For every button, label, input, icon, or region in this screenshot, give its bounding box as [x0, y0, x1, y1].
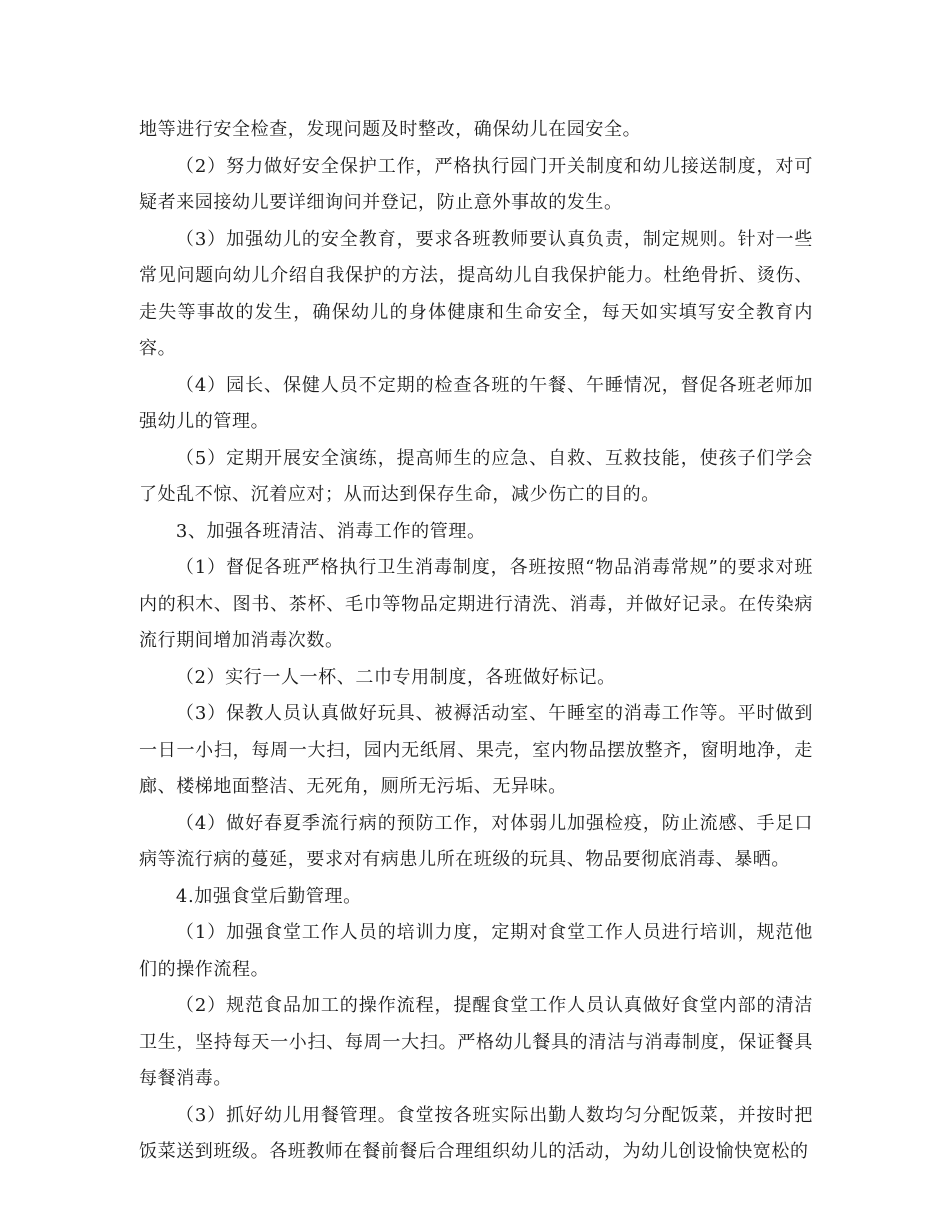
paragraph: （2）规范食品加工的操作流程，提醒食堂工作人员认真做好食堂内部的清洁卫生，坚持每天一小扫、每周一大扫。严格幼儿餐具的清洁与消毒制度，保证餐具每餐消毒。: [139, 995, 813, 1089]
paragraph: （4）做好春夏季流行病的预防工作，对体弱儿加强检疫，防止流感、手足口病等流行病的蔓延，要求对有病患儿所在班级的玩具、物品要彻底消毒、暴晒。: [139, 812, 813, 870]
paragraph: （2）实行一人一杯、二巾专用制度，各班做好标记。: [175, 666, 616, 688]
section-heading: 3、加强各班清洁、消毒工作的管理。: [175, 520, 486, 542]
paragraph: （3）抓好幼儿用餐管理。食堂按各班实际出勤人数均匀分配饭菜，并按时把饭菜送到班级。各班教师在餐前餐后合理组织幼儿的活动，为幼儿创设愉快宽松的: [139, 1104, 813, 1162]
document-page: [139, 112, 813, 1171]
paragraph: （2）努力做好安全保护工作，严格执行园门开关制度和幼儿接送制度，对可疑者来园接幼儿要详细询问并登记，防止意外事故的发生。: [139, 155, 813, 213]
paragraph: （4）园长、保健人员不定期的检查各班的午餐、午睡情况，督促各班老师加强幼儿的管理。: [139, 374, 813, 432]
paragraph: （1）督促各班严格执行卫生消毒制度，各班按照“物品消毒常规”的要求对班内的积木、图书、茶杯、毛巾等物品定期进行清洗、消毒，并做好记录。在传染病流行期间增加消毒次数。: [139, 557, 813, 651]
paragraph: （5）定期开展安全演练，提高师生的应急、自救、互救技能，使孩子们学会了处乱不惊、沉着应对；从而达到保存生命，减少伤亡的目的。: [139, 447, 813, 505]
paragraph: （1）加强食堂工作人员的培训力度，定期对食堂工作人员进行培训，规范他们的操作流程。: [139, 922, 813, 980]
section-heading: 4.加强食堂后勤管理。: [175, 885, 362, 907]
paragraph: （3）保教人员认真做好玩具、被褥活动室、午睡室的消毒工作等。平时做到一日一小扫，每周一大扫，园内无纸屑、果壳，室内物品摆放整齐，窗明地净，走廊、楼梯地面整洁、无死角，厕所无污垢、无异味。: [139, 703, 813, 797]
paragraph: 地等进行安全检查，发现问题及时整改，确保幼儿在园安全。: [139, 119, 642, 140]
paragraph: （3）加强幼儿的安全教育，要求各班教师要认真负责，制定规则。针对一些常见问题向幼儿介绍自我保护的方法，提高幼儿自我保护能力。杜绝骨折、烫伤、走失等事故的发生，确保幼儿的身体健康和生命安全，每天如实填写安全教育内容。: [139, 228, 813, 359]
